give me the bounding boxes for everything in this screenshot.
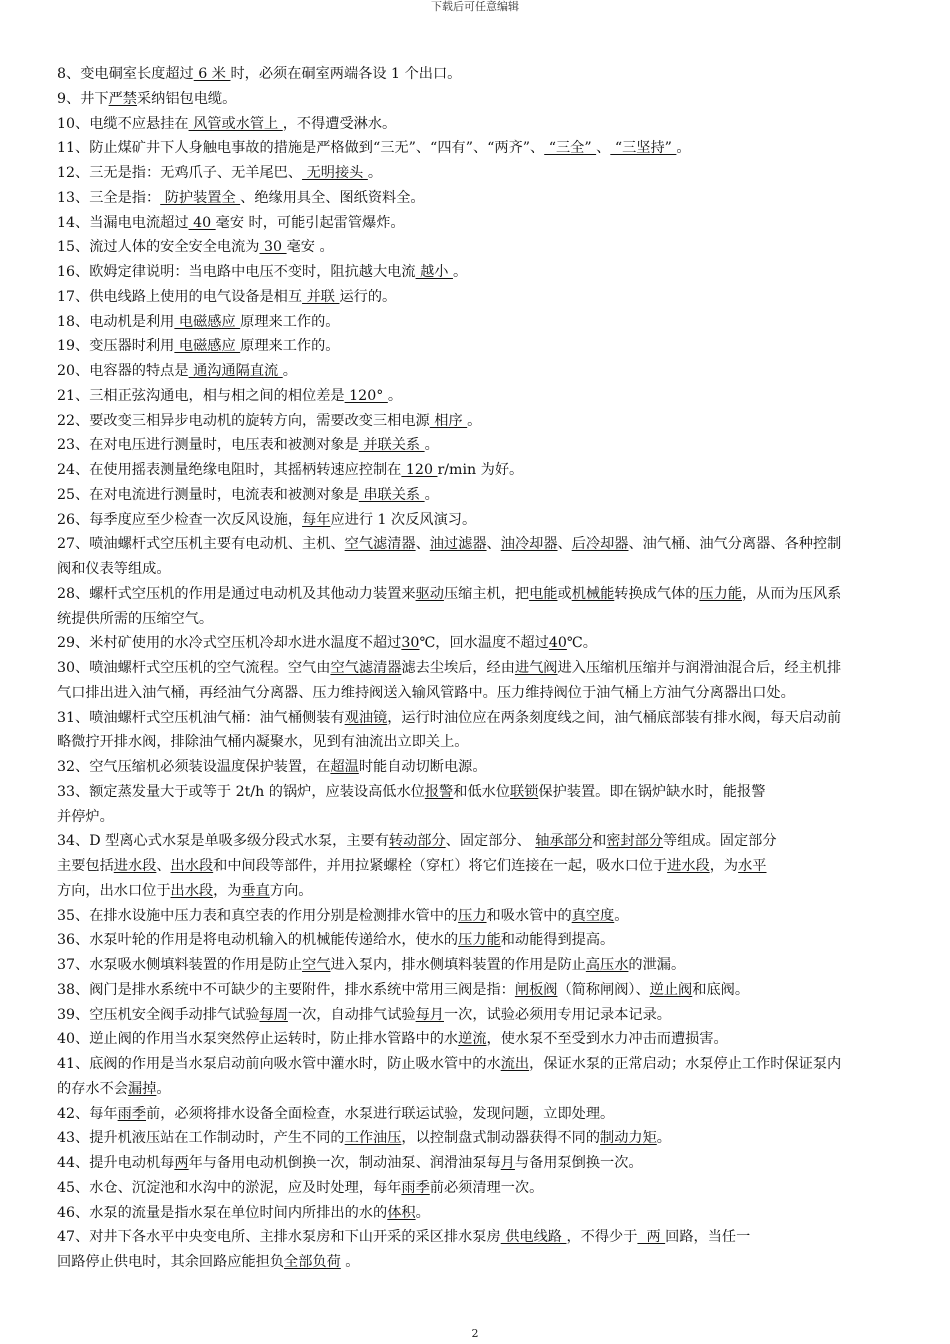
answer-blank: 流出 — [500, 1056, 530, 1072]
answer-blank: 制动力矩 — [600, 1130, 657, 1147]
text-segment: 回路停止供电时，其余回路应能担负 — [57, 1254, 285, 1270]
answer-blank: 体积 — [387, 1204, 416, 1221]
text-line — [57, 904, 947, 929]
text-segment: 。 — [656, 1130, 671, 1147]
answer-blank: 两 — [637, 1229, 666, 1246]
answer-blank: 并联 — [302, 288, 340, 305]
text-line — [57, 1151, 947, 1176]
answer-blank: 空气滤清器 — [330, 660, 402, 676]
text-segment: ，不得少于 — [566, 1229, 638, 1246]
answer-blank: 相序 — [429, 412, 468, 429]
answer-blank: “三坚持” — [610, 140, 677, 157]
text-segment: 回路，当任一 — [665, 1229, 751, 1246]
text-segment: 26、每季度应至少检查一次反风设施， — [57, 511, 303, 528]
text-segment: 32、空气压缩机必须装设温度保护装置，在 — [57, 759, 331, 775]
answer-blank: 电能 — [529, 585, 558, 602]
text-line — [57, 384, 947, 409]
answer-blank: 压力 — [458, 907, 487, 924]
answer-blank: 水平 — [738, 858, 767, 874]
text-segment: 29、米村矿使用的水冷式空压机冷却水进水温度不超过 — [57, 635, 402, 652]
text-line — [57, 656, 947, 681]
text-segment: 。 — [614, 907, 629, 924]
text-line — [57, 978, 947, 1003]
text-segment: 43、提升机液压站在工作制动时，产生不同的 — [57, 1130, 345, 1147]
text-segment: 、 — [596, 140, 611, 157]
answer-blank: 逆流 — [458, 1031, 487, 1048]
text-line — [57, 310, 947, 335]
text-segment: 应进行 1 次反风演习。 — [330, 511, 477, 528]
answer-blank: 油过滤器 — [429, 536, 487, 553]
text-segment: 38、阀门是排水系统中不可缺少的主要附件，排水系统中常用三阀是指： — [57, 981, 515, 998]
text-segment: 、绝缘用具全、图纸资料全。 — [240, 189, 425, 206]
answer-blank: 压力能 — [458, 932, 501, 949]
answer-blank: 120° — [344, 387, 388, 404]
answer-blank: 每年 — [302, 511, 331, 528]
text-line — [57, 557, 947, 582]
text-segment: 。 — [424, 486, 439, 503]
text-segment: 转换成气体的 — [614, 585, 700, 602]
answer-blank: 30 — [401, 635, 420, 652]
answer-blank: 闸板阀 — [514, 981, 558, 998]
text-segment: 或 — [557, 585, 572, 602]
text-segment: 41、底阀的作用是当水泵启动前向吸水管中灌水时，防止吸水管中的水 — [57, 1056, 501, 1072]
answer-blank: 超温 — [330, 759, 359, 775]
text-line — [57, 260, 947, 285]
text-segment: ，从而为压风系 — [741, 585, 842, 602]
answer-blank: 油冷却器 — [500, 536, 558, 553]
text-segment: 34、D 型离心式水泵是单吸多级分段式水泵，主要有 — [57, 833, 389, 850]
answer-blank: 轴承部分 — [535, 833, 593, 850]
text-line — [57, 62, 947, 87]
text-segment: ，保证水泵的正常启动；水泵停止工作时保证泵内 — [529, 1056, 842, 1072]
text-line — [57, 780, 947, 805]
text-line — [57, 1225, 947, 1250]
text-segment: 。 — [367, 165, 383, 181]
text-segment: 19、变压器时利用 — [57, 338, 175, 355]
text-line — [57, 582, 947, 607]
text-segment: 31、喷油螺杆式空压机油气桶：油气桶侧装有 — [57, 709, 345, 726]
text-line — [57, 136, 947, 161]
text-segment: 。 — [340, 1254, 360, 1270]
text-segment: 13、三全是指： — [57, 189, 161, 206]
answer-blank: 并联关系 — [358, 437, 425, 454]
answer-blank: 真空度 — [571, 907, 615, 924]
text-line — [57, 508, 947, 533]
text-segment: 进入压缩机压缩并与润滑油混合后，经主机排 — [557, 660, 842, 676]
text-line — [57, 730, 947, 755]
text-segment: 和动能得到提高。 — [500, 932, 615, 949]
answer-blank: 40 — [548, 635, 567, 652]
text-segment: 。 — [387, 387, 403, 404]
text-segment: 等组成。固定部分 — [663, 833, 777, 850]
text-line — [57, 1126, 947, 1151]
text-line — [57, 854, 947, 879]
text-segment: 统提供所需的压缩空气。 — [57, 610, 214, 627]
text-segment: 、固定部分、 — [445, 833, 536, 850]
text-segment: 与备用泵倒换一次。 — [514, 1155, 643, 1171]
text-line — [57, 607, 947, 632]
text-segment: 前必须清理一次。 — [429, 1179, 544, 1196]
text-segment: ，运行时油位应在两条刻度线之间，油气桶底部装有排水阀，每天启动前 — [387, 709, 842, 726]
text-line — [57, 879, 947, 904]
text-segment: 25、在对电流进行测量时，电流表和被测对象是 — [57, 486, 359, 503]
text-segment: 原理来工作的。 — [240, 338, 340, 355]
answer-blank: 高压水 — [585, 957, 629, 973]
text-segment: 28、螺杆式空压机的作用是通过电动机及其他动力装置来 — [57, 585, 416, 602]
text-segment: 44、提升电动机每 — [57, 1155, 175, 1171]
text-segment: 42、每年 — [57, 1105, 118, 1122]
document-body — [57, 62, 947, 1275]
text-line — [57, 532, 947, 557]
text-segment: 24、在使用摇表测量绝缘电阻时，其摇柄转速应控制在 — [57, 462, 402, 478]
text-line — [57, 631, 947, 656]
text-line — [57, 161, 947, 186]
text-segment: 一次，自动排气试验 — [287, 1006, 416, 1023]
text-segment: 22、要改变三相异步电动机的旋转方向，需要改变三相电源 — [57, 412, 430, 429]
text-segment: 。 — [424, 437, 439, 454]
text-segment: ，使水泵不至受到水力冲击而遭损害。 — [486, 1031, 728, 1048]
answer-blank: 30 — [259, 239, 287, 256]
text-line — [57, 1003, 947, 1028]
answer-blank: 防护装置全 — [160, 189, 241, 206]
text-segment: 阀和仪表等组成。 — [57, 561, 171, 577]
text-segment: 的存水不会 — [57, 1080, 128, 1097]
answer-blank: 后冷却器 — [571, 536, 629, 553]
text-segment: 8、变电硐室长度超过 — [57, 66, 194, 82]
answer-blank: 出水段 — [170, 882, 214, 899]
text-line — [57, 359, 947, 384]
answer-blank: 越小 — [415, 264, 453, 280]
answer-blank: 电磁感应 — [174, 338, 241, 355]
text-segment: 14、当漏电电流超过 — [57, 214, 189, 231]
text-segment: 18、电动机是利用 — [57, 313, 175, 330]
text-line — [57, 235, 947, 260]
text-segment: 36、水泵叶轮的作用是将电动机输入的机械能传递给水，使水的 — [57, 932, 459, 949]
text-segment: 16、欧姆定律说明：当电路中电压不变时，阻抗越大电流 — [57, 264, 416, 280]
text-line — [57, 1052, 947, 1077]
text-segment: 。 — [467, 412, 482, 429]
text-line — [57, 433, 947, 458]
text-segment: 年与备用电动机倒换一次，制动油泵、润滑油泵每 — [188, 1155, 501, 1171]
text-line — [57, 755, 947, 780]
text-segment: 气口排出进入油气桶，再经油气分离器、压力维持阀送入输风管路中。压力维持阀位于油气桶上方油气分离器出口处。 — [57, 684, 795, 701]
text-segment: ，为 — [213, 882, 242, 899]
answer-blank: 通沟通隔直流 — [188, 363, 283, 379]
text-segment: 45、水仓、沉淀池和水沟中的淤泥，应及时处理，每年 — [57, 1179, 402, 1196]
text-line — [57, 953, 947, 978]
text-line — [57, 1027, 947, 1052]
text-segment: 主要包括 — [57, 858, 114, 874]
text-line — [57, 112, 947, 137]
answer-blank: 每周 — [259, 1006, 288, 1023]
answer-blank: 无明接头 — [302, 165, 368, 181]
text-line — [57, 458, 947, 483]
text-segment: 滤去尘埃后，经由 — [401, 660, 515, 676]
answer-blank: 雨季 — [401, 1179, 430, 1196]
answer-blank: 6 米 — [193, 66, 231, 82]
text-line — [57, 285, 947, 310]
answer-blank: 进水段 — [113, 858, 157, 874]
answer-blank: 机械能 — [571, 585, 615, 602]
text-segment: 保护装置。即在锅炉缺水时，能报警 — [538, 783, 766, 800]
answer-blank: 转动部分 — [388, 833, 446, 850]
text-segment: 进入泵内，排水侧填料装置的作用是防止 — [330, 957, 586, 973]
text-segment: 、 — [557, 536, 572, 553]
answer-blank: 漏掉 — [127, 1080, 157, 1097]
text-segment: 和 — [592, 833, 607, 850]
text-segment: 前，必须将排水设备全面检查，水泵进行联运试验，发现问题，立即处理。 — [146, 1105, 615, 1122]
answer-blank: 120 — [401, 462, 438, 478]
text-line — [57, 186, 947, 211]
text-line — [57, 928, 947, 953]
text-segment: 略微拧开排水阀，排除油气桶内凝聚水，见到有油流出立即关上。 — [57, 734, 469, 751]
answer-blank: 风管或水管上 — [188, 115, 283, 132]
answer-blank: 空气 — [302, 957, 331, 973]
answer-blank: 出水段 — [170, 858, 214, 874]
text-segment: 并停炉。 — [57, 808, 114, 825]
text-segment: 、 — [486, 536, 501, 553]
answer-blank: 观油镜 — [344, 709, 388, 726]
text-segment: 方向。 — [269, 882, 313, 899]
text-segment: 、油气桶、油气分离器、各种控制 — [628, 536, 842, 553]
text-segment: 和底阀。 — [692, 981, 750, 998]
answer-blank: 联锁 — [510, 783, 539, 800]
text-line — [57, 681, 947, 706]
text-segment: 20、电容器的特点是 — [57, 363, 189, 379]
text-segment: ℃，回水温度不超过 — [419, 635, 549, 652]
text-segment: 采纳铝包电缆。 — [136, 90, 237, 107]
text-segment: 和吸水管中的 — [486, 907, 572, 924]
answer-blank: 空气滤清器 — [344, 536, 416, 553]
text-segment: 。 — [452, 264, 468, 280]
text-segment: 毫安 。 — [286, 239, 334, 256]
answer-blank: 垂直 — [241, 882, 270, 899]
text-line — [57, 805, 947, 830]
text-segment: 的泄漏。 — [628, 957, 686, 973]
text-segment: 27、喷油螺杆式空压机主要有电动机、主机、 — [57, 536, 345, 553]
text-line — [57, 706, 947, 731]
text-segment: 17、供电线路上使用的电气设备是相互 — [57, 288, 303, 305]
text-segment: ，不得遭受淋水。 — [282, 115, 397, 132]
page-header: 下载后可任意编辑 — [431, 0, 519, 13]
text-segment: 9、井下 — [57, 90, 109, 107]
answer-blank: 逆止阀 — [649, 981, 693, 998]
text-segment: 39、空压机安全阀手动排气试验 — [57, 1006, 260, 1023]
answer-blank: 电磁感应 — [174, 313, 241, 330]
text-segment: 46、水泵的流量是指水泵在单位时间内所排出的水的 — [57, 1204, 388, 1221]
answer-blank: 压力能 — [699, 585, 742, 602]
text-segment: 毫安 时，可能引起雷管爆炸。 — [215, 214, 405, 231]
text-segment: 一次，试验必须用专用记录本记录。 — [443, 1006, 671, 1023]
text-segment: 30、喷油螺杆式空压机的空气流程。空气由 — [57, 660, 331, 676]
answer-blank: 40 — [188, 214, 216, 231]
text-line — [57, 1250, 947, 1275]
text-segment: 。 — [156, 1080, 171, 1097]
text-segment: 10、电缆不应悬挂在 — [57, 115, 189, 132]
text-segment: 时，必须在硐室两端各设 1 个出口。 — [230, 66, 462, 82]
text-segment: 、 — [415, 536, 430, 553]
text-segment: 12、三无是指：无鸡爪子、无羊尾巴、 — [57, 165, 303, 181]
text-line — [57, 334, 947, 359]
text-line — [57, 829, 947, 854]
text-segment: 方向，出水口位于 — [57, 882, 171, 899]
text-segment: 47、对井下各水平中央变电所、主排水泵房和下山开采的采区排水泵房 — [57, 1229, 501, 1246]
text-segment: ，为 — [709, 858, 739, 874]
answer-blank: 每月 — [415, 1006, 444, 1023]
text-line — [57, 211, 947, 236]
text-segment: 40、逆止阀的作用当水泵突然停止运转时，防止排水管路中的水 — [57, 1031, 459, 1048]
text-segment: 、 — [156, 858, 171, 874]
answer-blank: “三全” — [544, 140, 597, 157]
answer-blank: 月 — [500, 1155, 515, 1171]
answer-blank: 严禁 — [108, 90, 137, 107]
answer-blank: 雨季 — [117, 1105, 147, 1122]
answer-blank: 供电线路 — [500, 1229, 567, 1246]
text-segment: 运行的。 — [339, 288, 397, 305]
answer-blank: 进水段 — [667, 858, 710, 874]
text-segment: 。 — [282, 363, 297, 379]
text-segment: （简称闸阀）、 — [557, 981, 650, 998]
answer-blank: 进气阀 — [514, 660, 558, 676]
text-segment: ，以控制盘式制动器获得不同的 — [401, 1130, 601, 1147]
text-segment: ℃。 — [566, 635, 597, 652]
answer-blank: 全部负荷 — [284, 1254, 341, 1270]
text-segment: 和低水位 — [453, 783, 511, 800]
text-segment: 23、在对电压进行测量时，电压表和被测对象是 — [57, 437, 359, 454]
answer-blank: 密封部分 — [606, 833, 664, 850]
page-number: 2 — [471, 1327, 479, 1340]
answer-blank: 串联关系 — [358, 486, 425, 503]
answer-blank: 工作油压 — [344, 1130, 402, 1147]
text-segment: 35、在排水设施中压力表和真空表的作用分别是检测排水管中的 — [57, 907, 459, 924]
text-segment: 。 — [415, 1204, 430, 1221]
text-segment: 15、流过人体的安全安全电流为 — [57, 239, 260, 256]
text-segment: 压缩主机，把 — [443, 585, 530, 602]
text-segment: 37、水泵吸水侧填料装置的作用是防止 — [57, 957, 303, 973]
text-segment: 33、额定蒸发量大于或等于 2t/h 的锅炉，应装设高低水位 — [57, 783, 425, 800]
text-segment: 和中间段等部件，并用拉紧螺栓（穿杠）将它们连接在一起，吸水口位于 — [213, 858, 668, 874]
text-line — [57, 1102, 947, 1127]
answer-blank: 驱动 — [415, 585, 444, 602]
text-segment: r/min 为好。 — [437, 462, 524, 478]
text-line — [57, 409, 947, 434]
text-segment: 21、三相正弦沟通电，相与相之间的相位差是 — [57, 387, 345, 404]
answer-blank: 报警 — [424, 783, 454, 800]
answer-blank: 两 — [174, 1155, 189, 1171]
text-line — [57, 483, 947, 508]
text-line — [57, 1201, 947, 1226]
text-segment: 原理来工作的。 — [240, 313, 340, 330]
text-segment: 11、防止煤矿井下人身触电事故的措施是严格做到“三无”、“四有”、“两齐”、 — [57, 140, 545, 157]
text-line — [57, 87, 947, 112]
text-segment: 。 — [676, 140, 691, 157]
text-line — [57, 1077, 947, 1102]
text-segment: 时能自动切断电源。 — [358, 759, 487, 775]
text-line — [57, 1176, 947, 1201]
